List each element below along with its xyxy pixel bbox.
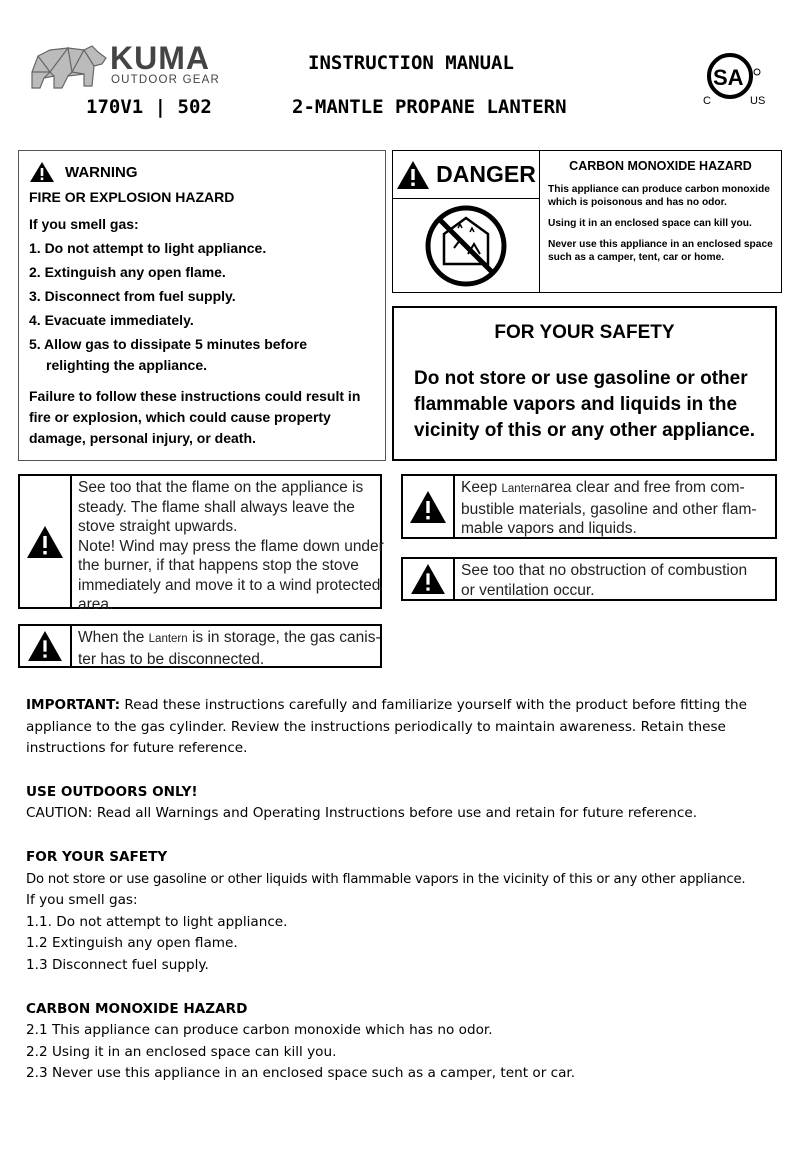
keep-clear-line: mable vapors and liquids. — [461, 520, 637, 537]
storage-line: ter has to be disconnected. — [78, 650, 265, 668]
flame-notice-line: Note! Wind may press the flame down under — [78, 537, 384, 555]
co-line: 2.1 This appliance can produce carbon monoxide which has no odor. — [26, 1022, 493, 1039]
keep-clear-lantern-word: Lantern — [501, 483, 541, 495]
safety-line: 1.2 Extinguish any open flame. — [26, 935, 238, 952]
warning-footer: damage, personal injury, or death. — [29, 430, 256, 446]
warning-footer: Failure to follow these instructions could result in — [29, 388, 361, 404]
warning-step: 2. Extinguish any open flame. — [29, 264, 226, 280]
storage-text: is in storage, the gas canis- — [187, 629, 381, 646]
flame-notice-line: the burner, if that happens stop the stove — [78, 557, 359, 574]
ventilation-line: or ventilation occur. — [461, 581, 595, 599]
co-hazard-text — [540, 151, 781, 292]
flame-notice-line: See too that the flame on the appliance is — [78, 479, 364, 496]
storage-lantern-word: Lantern — [148, 633, 188, 645]
co-line: 2.3 Never use this appliance in an enclosed space such as a camper, tent or car. — [26, 1065, 576, 1082]
safety-heading: FOR YOUR SAFETY — [26, 848, 168, 865]
model-number: 170V1 | 502 — [86, 96, 212, 118]
csa-c-label: C — [703, 95, 711, 107]
csa-us-label: US — [750, 95, 766, 107]
warning-step-continued: relighting the appliance. — [46, 357, 208, 373]
safety-panel-body: Do not store or use gasoline or other flammable vapors and liquids in the vicinity of this or any other appliance. — [414, 368, 756, 441]
flame-notice — [18, 474, 384, 613]
document-title: INSTRUCTION MANUAL — [308, 52, 514, 74]
ventilation-notice — [401, 557, 777, 601]
warning-heading: WARNING — [65, 163, 138, 181]
important-paragraph — [26, 695, 802, 760]
warning-triangle-icon — [410, 563, 446, 595]
keep-clear-line: bustible materials, gasoline and other flam- — [461, 500, 757, 518]
co-hazard-paragraph: Using it in an enclosed space can kill you. — [548, 218, 752, 229]
warning-triangle-icon — [29, 161, 55, 183]
flame-notice-line: area. — [78, 596, 114, 613]
keep-clear-text: area clear and free from com- — [540, 479, 745, 496]
warning-step: 3. Disconnect from fuel supply. — [29, 288, 236, 304]
safety-panel — [392, 306, 777, 461]
safety-line: If you smell gas: — [26, 892, 138, 909]
product-title: 2-MANTLE PROPANE LANTERN — [292, 96, 567, 118]
flame-notice-line: steady. The flame shall always leave the — [78, 498, 355, 516]
co-hazard-paragraph: This appliance can produce carbon monoxide which is poisonous and has no odor. — [548, 184, 770, 208]
warning-step: 4. Evacuate immediately. — [29, 312, 194, 328]
danger-panel — [392, 150, 782, 293]
bear-logo-icon — [28, 42, 108, 92]
important-text: Read these instructions carefully and familiarize yourself with the product before fitting the appliance to the gas cylinder. Review the instructions periodically to maintain awareness. Retain these instructions for future reference. — [26, 697, 747, 757]
caution-text: CAUTION: Read all Warnings and Operating Instructions before use and retain for future reference. — [26, 805, 698, 822]
safety-line: Do not store or use gasoline or other liquids with flammable vapors in the vicinity of this or any other appliance. — [26, 871, 746, 887]
safety-line: 1.1. Do not attempt to light appliance. — [26, 913, 288, 930]
instructions-body — [26, 695, 802, 1085]
brand-tagline: OUTDOOR GEAR — [111, 74, 220, 86]
brand-name: KUMA — [110, 40, 210, 76]
ventilation-line: See too that no obstruction of combustion — [461, 562, 748, 579]
outdoors-heading: USE OUTDOORS ONLY! — [26, 783, 198, 800]
fire-warning-panel — [18, 150, 386, 461]
warning-triangle-icon — [409, 490, 447, 524]
danger-label-cell — [393, 151, 540, 199]
warning-footer: fire or explosion, which could cause property — [29, 409, 331, 425]
important-label: IMPORTANT: — [26, 697, 121, 713]
warning-triangle-icon — [396, 160, 430, 190]
warning-step: 1. Do not attempt to light appliance. — [29, 240, 267, 256]
flame-notice-line: stove straight upwards. — [78, 518, 238, 535]
co-hazard-title: CARBON MONOXIDE HAZARD — [569, 159, 752, 173]
keep-clear-notice — [401, 474, 777, 539]
danger-pictogram-cell — [393, 199, 540, 292]
warning-intro: If you smell gas: — [29, 216, 139, 232]
warning-triangle-icon — [27, 630, 63, 662]
storage-notice — [18, 624, 382, 668]
safety-panel-title: FOR YOUR SAFETY — [494, 322, 675, 343]
svg-text:SA: SA — [713, 65, 744, 90]
co-hazard-paragraph: Never use this appliance in an enclosed space such as a camper, tent, car or home. — [548, 239, 773, 263]
co-line: 2.2 Using it in an enclosed space can kill you. — [26, 1043, 337, 1060]
flame-notice-line: immediately and move it to a wind protected — [78, 576, 381, 594]
warning-triangle-icon — [26, 525, 64, 559]
keep-clear-text: Keep — [461, 479, 502, 496]
warning-subheading: FIRE OR EXPLOSION HAZARD — [29, 189, 235, 205]
warning-step: 5. Allow gas to dissipate 5 minutes before — [29, 336, 307, 352]
safety-line: 1.3 Disconnect fuel supply. — [26, 956, 209, 973]
danger-label: DANGER — [436, 161, 536, 187]
storage-text: When the — [78, 629, 149, 646]
no-enclosed-space-icon — [424, 204, 508, 288]
co-heading: CARBON MONOXIDE HAZARD — [26, 1000, 248, 1017]
